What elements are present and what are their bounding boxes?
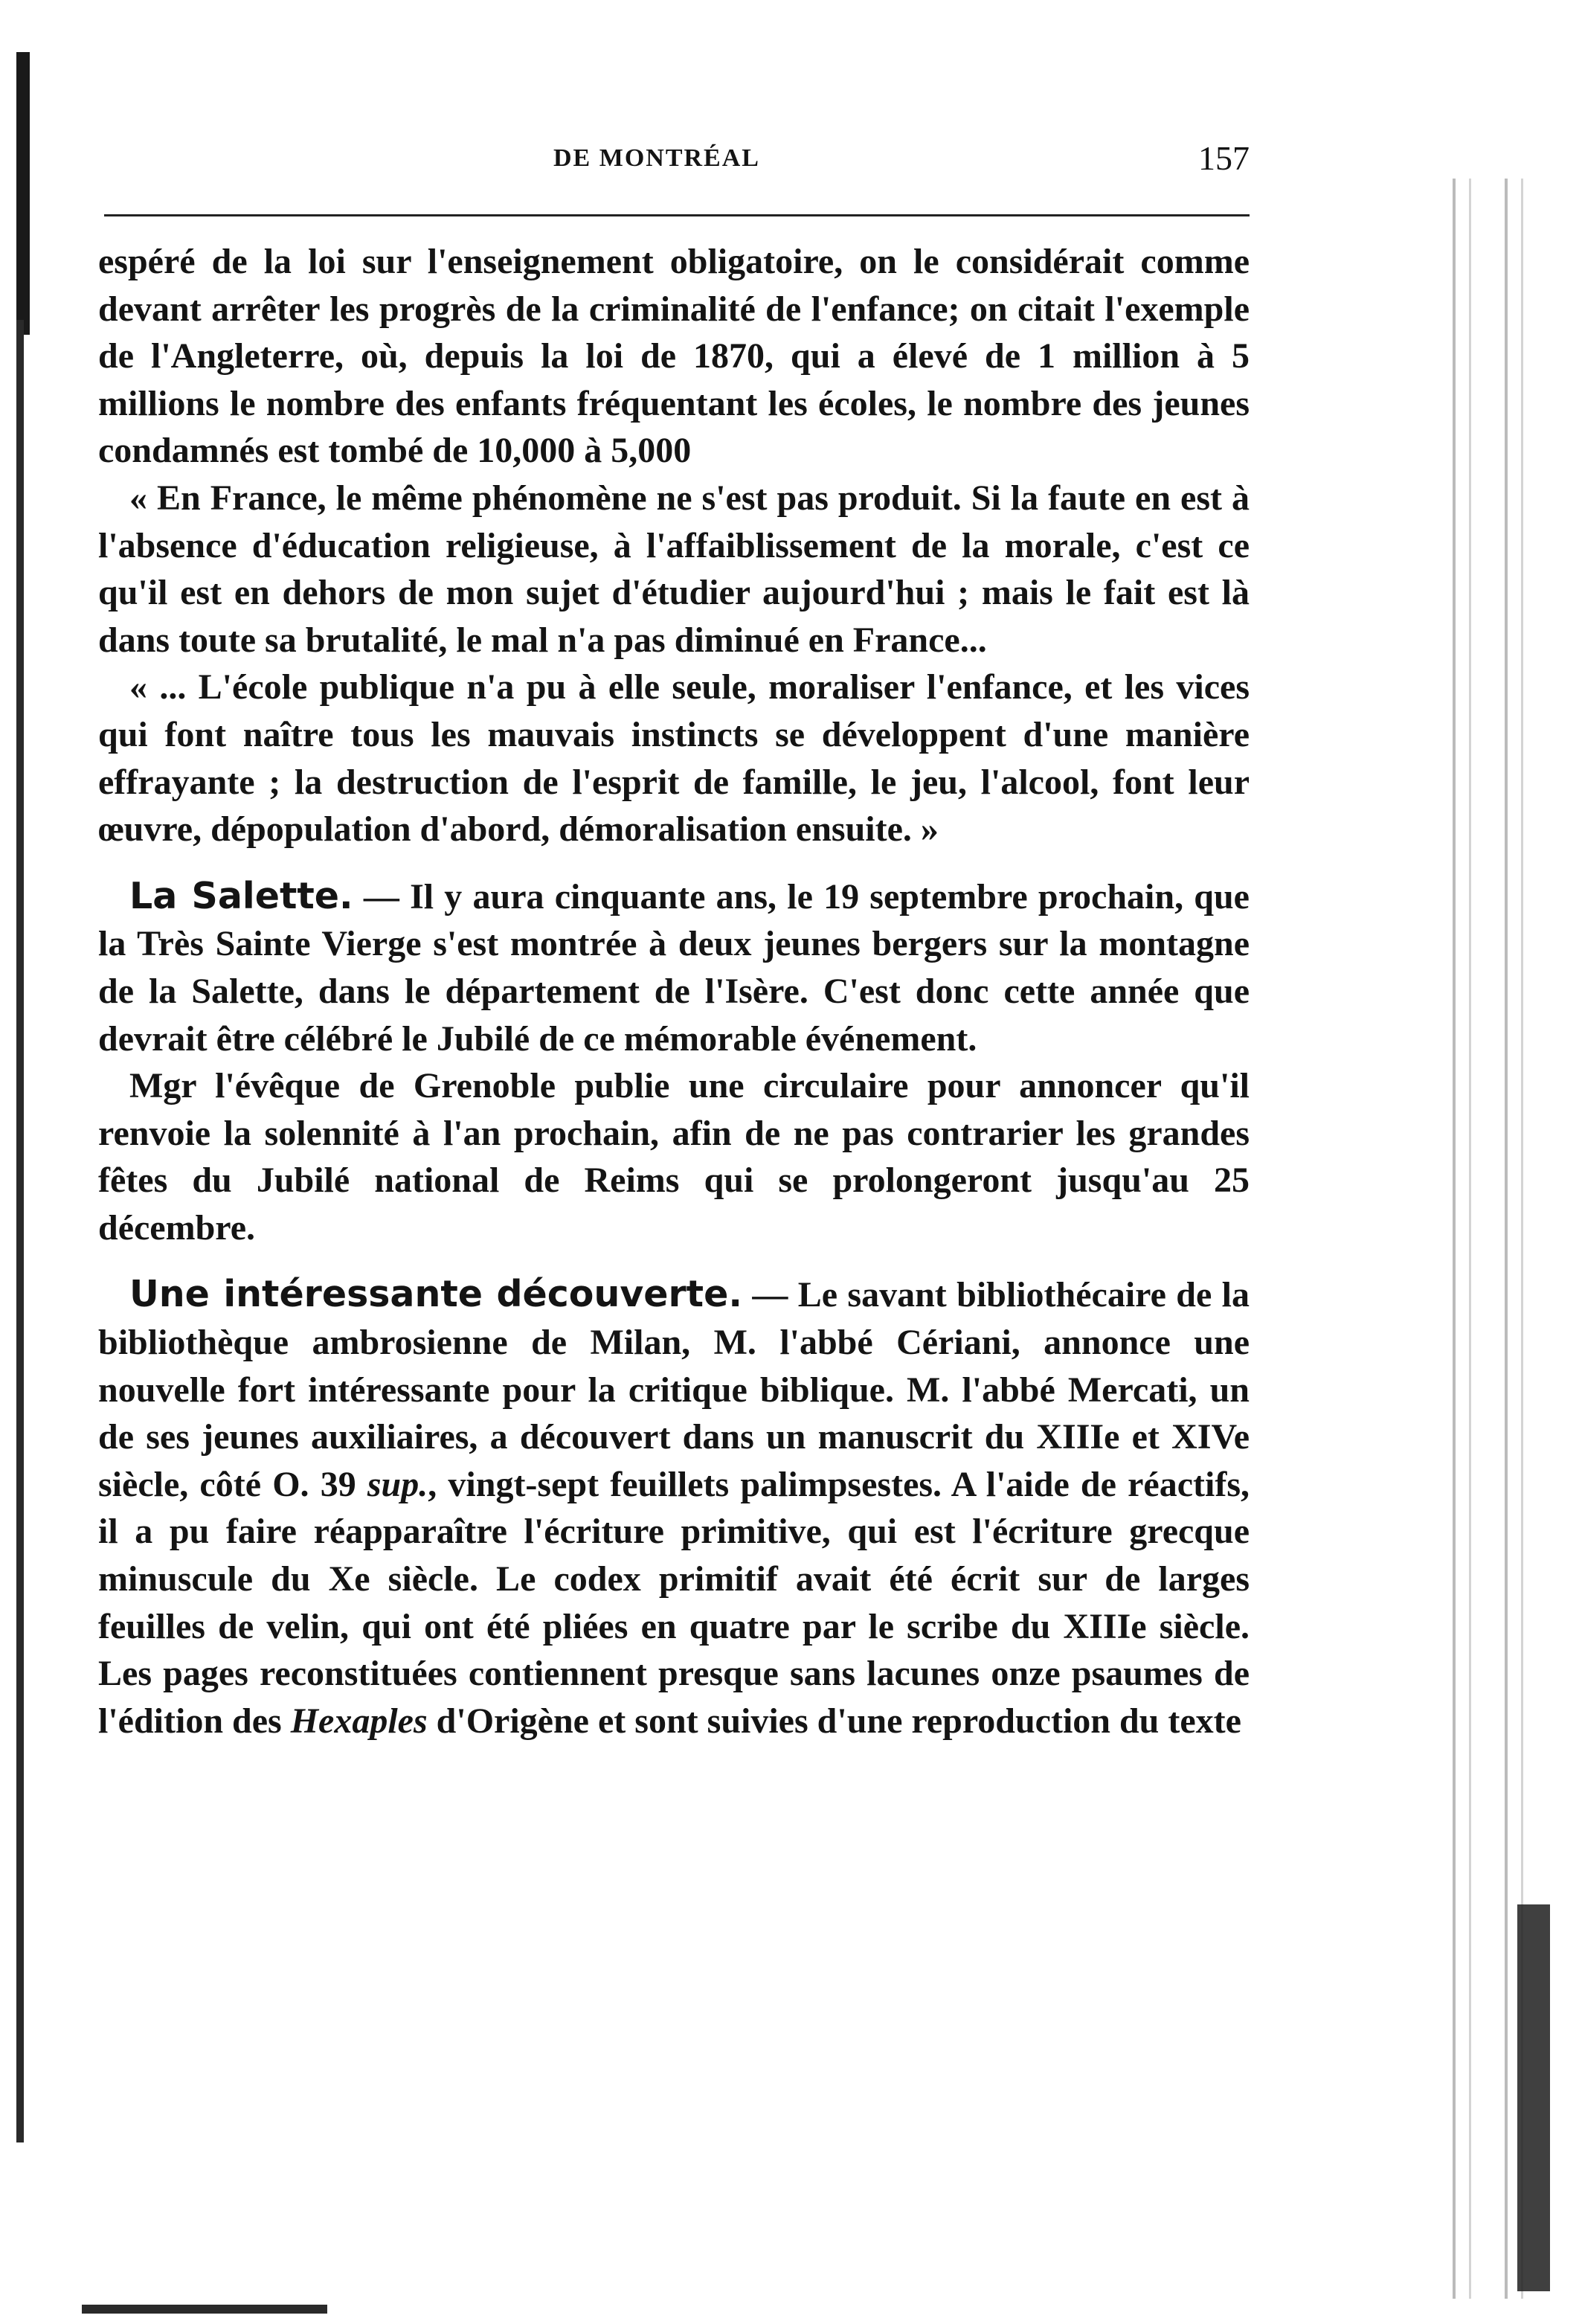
paragraph: [98, 1271, 1250, 1744]
section-heading: Une intéressante découverte.: [129, 1273, 742, 1316]
paragraph: « ... L'école publique n'a pu à elle seule, moraliser l'enfance, et les vices qui font naître tous les mauvais instincts se développent d'une manière effrayante ; la destruction de l'esprit de famille, le jeu, l'alcool, font leur œuvre, dépopulation d'abord, démoralisation ensuite. »: [98, 667, 1250, 850]
italic-text: Hexaples: [290, 1701, 428, 1741]
paragraph: Mgr l'évêque de Grenoble publie une circulaire pour annoncer qu'il renvoie la solennité à l'an prochain, afin de ne pas contrarier les grandes fêtes du Jubilé national de Reims qui se prolongeront jusqu'au 25 décembre.: [98, 1066, 1250, 1248]
header-rule: [104, 214, 1250, 216]
paragraph: [98, 873, 1250, 1062]
body-text: [98, 238, 1250, 1744]
paragraph-text: — Le savant bibliothécaire de la bibliothèque ambrosienne de Milan, M. l'abbé Cériani, annonce une nouvelle fort intéressante pour la critique biblique. M. l'abbé Mercati, un de ses jeunes auxiliaires, a découvert dans un manuscrit du XIIIe et XIVe siècle, côté O. 39: [98, 1275, 1250, 1504]
running-title: DE MONTRÉAL: [553, 144, 760, 172]
scan-edge-shadow: [16, 320, 24, 2142]
page-header: [104, 138, 1250, 183]
italic-text: sup.: [367, 1464, 428, 1504]
paragraph-text: d'Origène et sont suivies d'une reproduction du texte: [427, 1701, 1241, 1741]
page-number: 157: [1198, 139, 1250, 177]
paragraph-text: — Il y aura cinquante ans, le 19 septembre prochain, que la Très Sainte Vierge s'est montrée à deux jeunes bergers sur la montagne de la Salette, dans le département de l'Isère. C'est donc cette année que devrait être célébré le Jubilé de ce mémorable événement.: [98, 876, 1250, 1059]
scan-margin-noise: [1517, 1904, 1550, 2291]
paragraph-text: , vingt-sept feuillets palimpsestes. A l'aide de réactifs, il a pu faire réapparaître l'écriture primitive, qui est l'écriture grecque minuscule du Xe siècle. Le codex primitif avait été écrit sur de larges feuilles de velin, qui ont été pliées en quatre par le scribe du XIIIe siècle. Les pages reconstituées contiennent presque sans lacunes onze psaumes de l'édition des: [98, 1464, 1250, 1741]
paragraph: « En France, le même phénomène ne s'est pas produit. Si la faute en est à l'absence d'éducation religieuse, à l'affaiblissement de la morale, c'est ce qu'il est en dehors de mon sujet d'étudier aujourd'hui ; mais le fait est là dans toute sa brutalité, le mal n'a pas diminué en France...: [98, 478, 1250, 660]
scan-edge-shadow: [16, 52, 30, 335]
section-heading: La Salette.: [129, 874, 353, 917]
scan-bottom-mark: [82, 2305, 327, 2314]
paragraph: espéré de la loi sur l'enseignement obligatoire, on le considérait comme devant arrêter les progrès de la criminalité de l'enfance; on citait l'exemple de l'Angleterre, où, depuis la loi de 1870, qui a élevé de 1 million à 5 millions le nombre des enfants fréquentant les écoles, le nombre des jeunes condamnés est tombé de 10,000 à 5,000: [98, 242, 1250, 471]
